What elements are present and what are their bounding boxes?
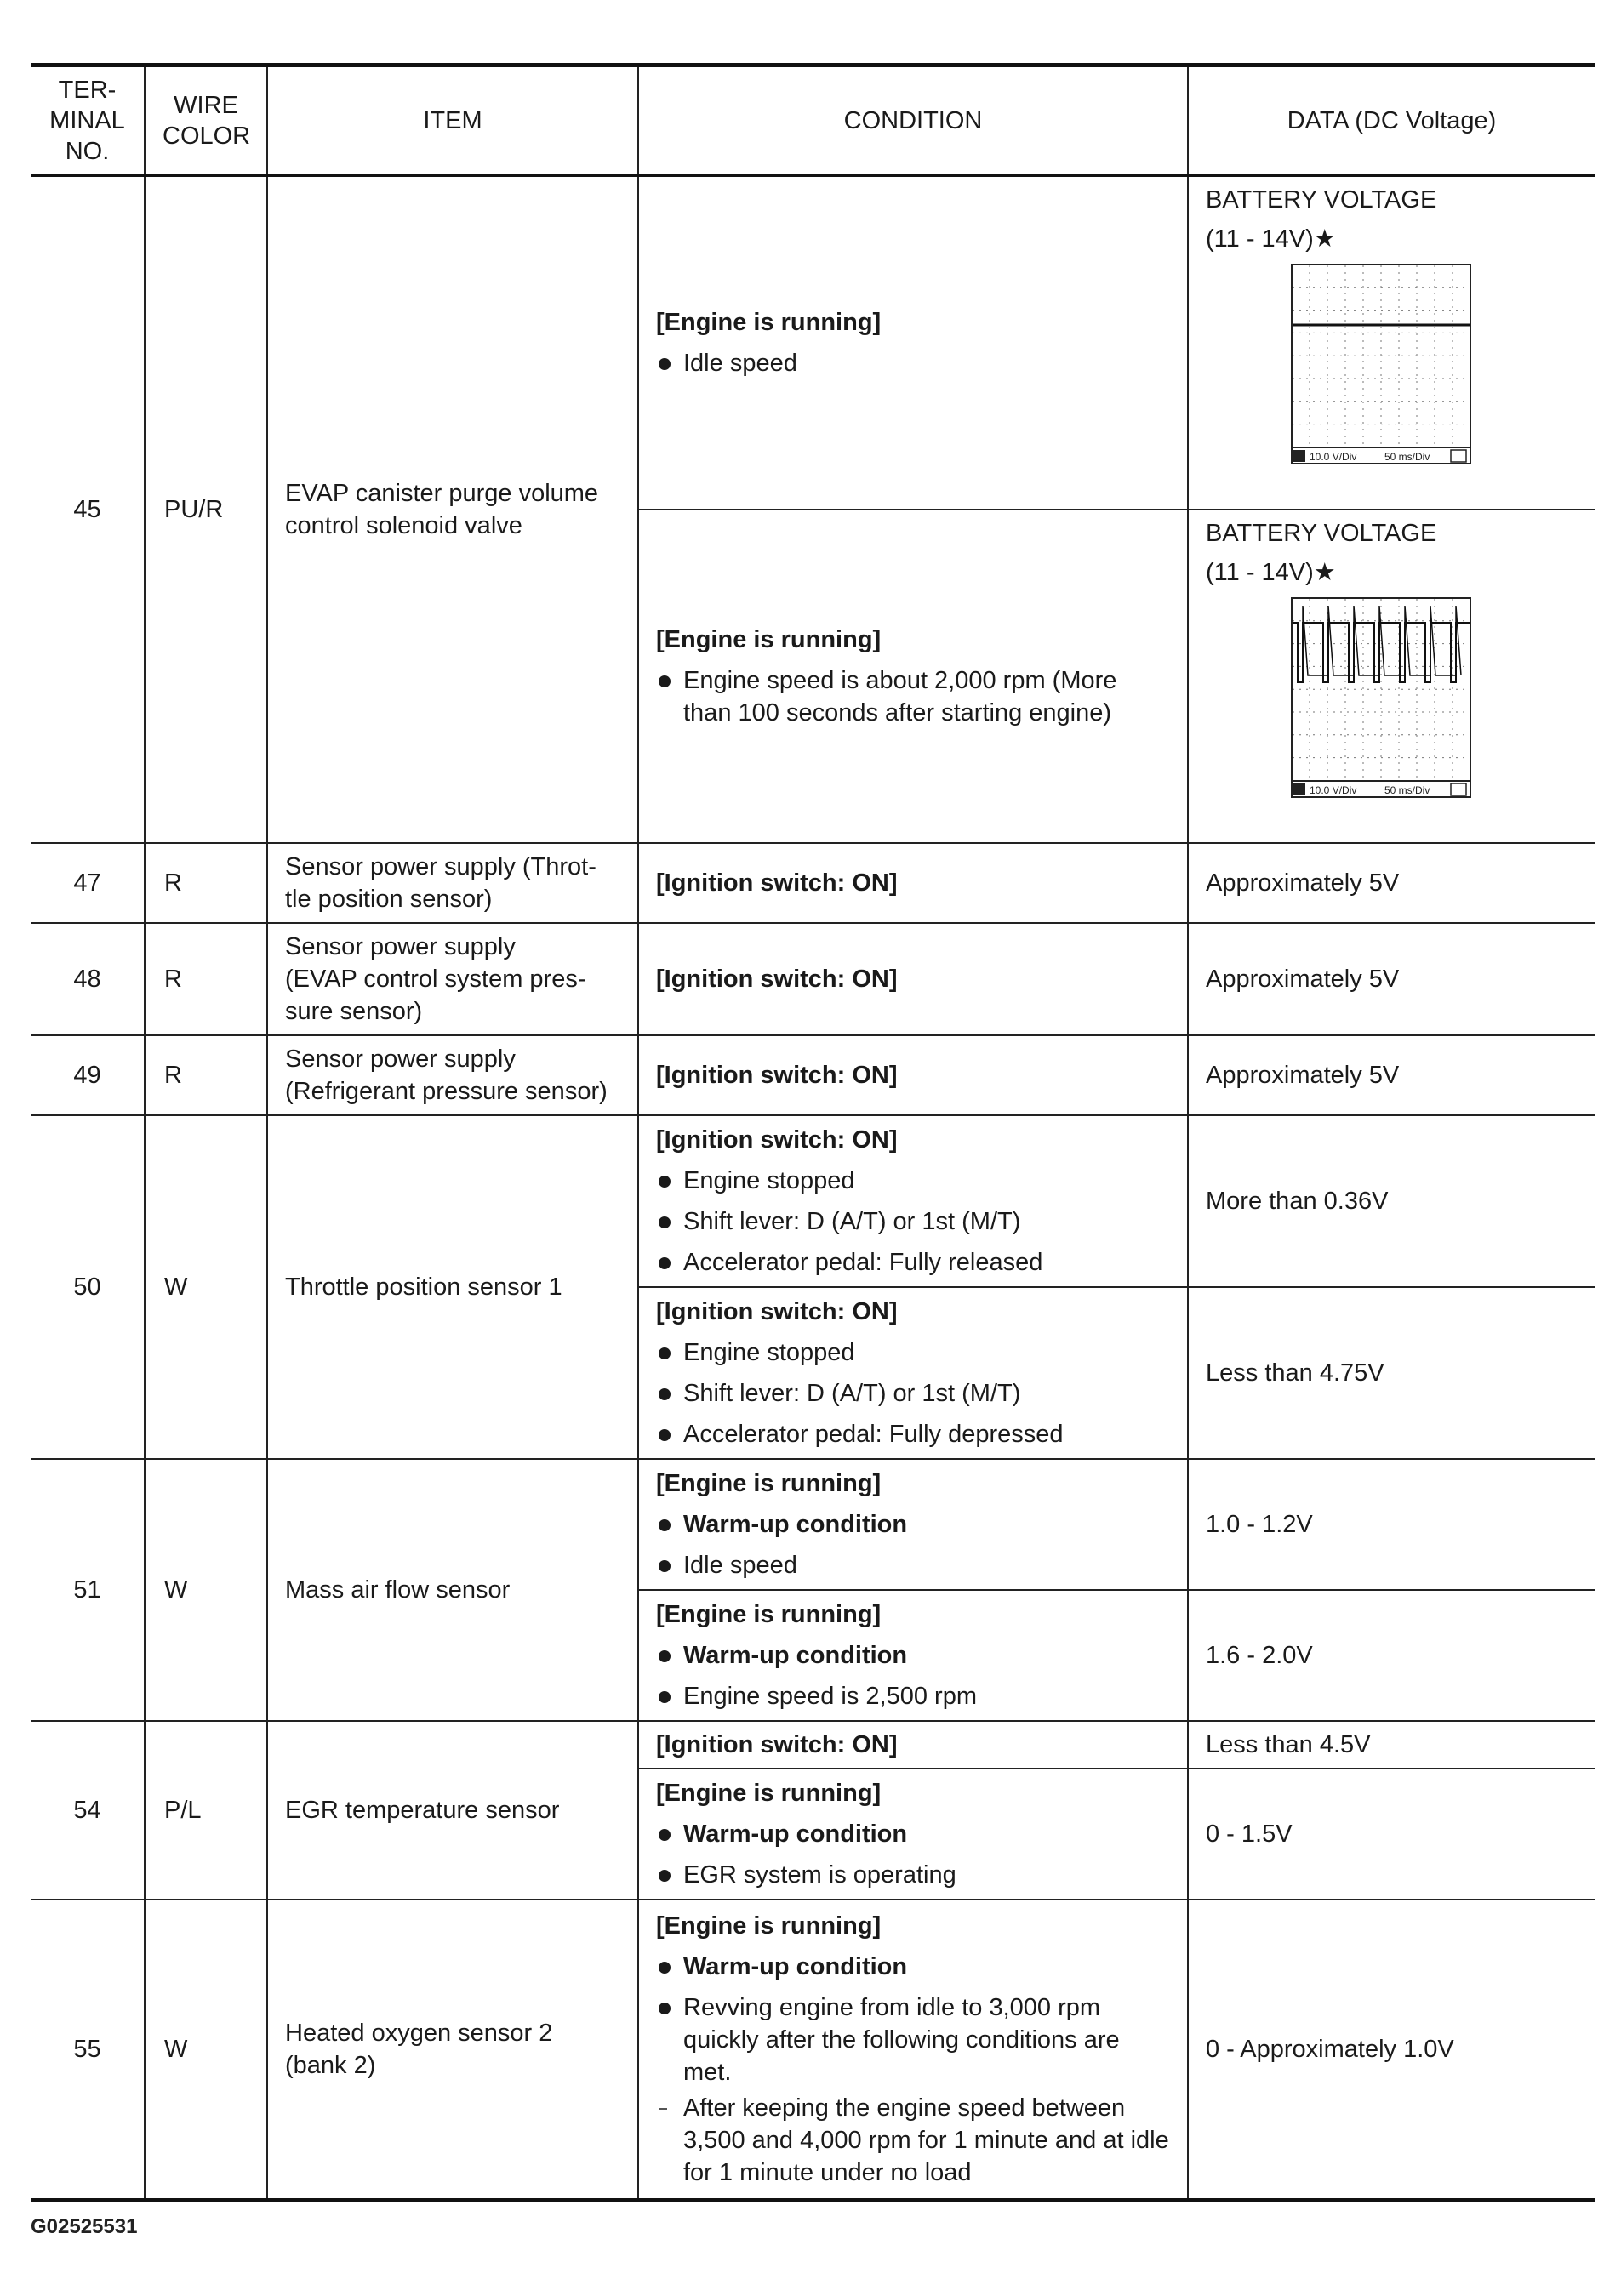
- terminal-number: 54: [31, 1721, 145, 1900]
- wire-color: W: [145, 1115, 267, 1459]
- condition-cell: [638, 1900, 1188, 2201]
- data-cell: [1188, 510, 1595, 843]
- data-value: Less than 4.5V: [1188, 1721, 1595, 1769]
- condition-title: [Engine is running]: [656, 1469, 882, 1497]
- data-value: BATTERY VOLTAGE: [1206, 186, 1437, 214]
- condition-line: Warm-up condition: [656, 1639, 1170, 1672]
- data-cell: [1188, 176, 1595, 510]
- data-value: Approximately 5V: [1188, 1035, 1595, 1115]
- condition-title: [Ignition switch: ON]: [656, 1297, 898, 1325]
- condition-cell: [638, 1769, 1188, 1900]
- table-row: [31, 176, 1595, 510]
- condition-line: Accelerator pedal: Fully released: [656, 1246, 1170, 1279]
- condition-subline: After keeping the engine speed between 3,500 and 4,000 rpm for 1 minute and at idle for 1 minute under no load: [656, 2092, 1170, 2189]
- wire-color: PU/R: [145, 176, 267, 843]
- scope-time-div: 50 ms/Div: [1384, 451, 1430, 463]
- wire-color: W: [145, 1459, 267, 1721]
- condition-title: [Ignition switch: ON]: [656, 869, 898, 897]
- condition-line: Warm-up condition: [656, 1818, 1170, 1850]
- condition-line: Engine stopped: [656, 1336, 1170, 1369]
- condition-title: [Ignition switch: ON]: [656, 1125, 898, 1154]
- condition-title: [Engine is running]: [656, 1911, 882, 1940]
- data-value-range: (11 - 14V)★: [1206, 225, 1336, 253]
- data-value: 0 - 1.5V: [1188, 1769, 1595, 1900]
- condition-line: Warm-up condition: [656, 1508, 1170, 1541]
- header-row: [31, 66, 1595, 176]
- condition-cell: [638, 923, 1188, 1035]
- condition-title: [Ignition switch: ON]: [656, 1061, 898, 1089]
- condition-line: EGR system is operating: [656, 1859, 1170, 1891]
- item-name: Mass air flow sensor: [267, 1459, 638, 1721]
- wire-color: W: [145, 1900, 267, 2201]
- condition-cell: [638, 1459, 1188, 1590]
- item-name: Sensor power supply (EVAP control system pres- sure sensor): [267, 923, 638, 1035]
- scope-time-div: 50 ms/Div: [1384, 783, 1430, 796]
- condition-cell: [638, 1035, 1188, 1115]
- wire-color: R: [145, 1035, 267, 1115]
- condition-line: Idle speed: [656, 347, 1170, 379]
- condition-line: Engine stopped: [656, 1165, 1170, 1197]
- oscilloscope-waveform-2000rpm: [1291, 597, 1471, 798]
- header-terminal: TER- MINAL NO.: [31, 66, 145, 176]
- table-row: [31, 1459, 1595, 1590]
- table-row: [31, 1035, 1595, 1115]
- item-name: Sensor power supply (Throt- tle position sensor): [267, 843, 638, 923]
- condition-title: [Engine is running]: [656, 625, 882, 653]
- wire-color: P/L: [145, 1721, 267, 1900]
- condition-cell: [638, 510, 1188, 843]
- terminal-number: 48: [31, 923, 145, 1035]
- condition-line: Engine speed is 2,500 rpm: [656, 1680, 1170, 1712]
- condition-line: Shift lever: D (A/T) or 1st (M/T): [656, 1377, 1170, 1410]
- condition-title: [Engine is running]: [656, 308, 882, 336]
- item-name: EGR temperature sensor: [267, 1721, 638, 1900]
- terminal-number: 45: [31, 176, 145, 843]
- table-row: [31, 1115, 1595, 1287]
- condition-cell: [638, 1590, 1188, 1721]
- condition-cell: [638, 176, 1188, 510]
- figure-code: G02525531: [31, 2215, 138, 2238]
- header-condition: CONDITION: [638, 66, 1188, 176]
- condition-line: Idle speed: [656, 1549, 1170, 1581]
- item-name: Throttle position sensor 1: [267, 1115, 638, 1459]
- wire-color: R: [145, 843, 267, 923]
- condition-title: [Engine is running]: [656, 1600, 882, 1628]
- condition-cell: [638, 843, 1188, 923]
- terminal-number: 50: [31, 1115, 145, 1459]
- item-name: Heated oxygen sensor 2 (bank 2): [267, 1900, 638, 2201]
- condition-cell: [638, 1287, 1188, 1459]
- data-value: 0 - Approximately 1.0V: [1188, 1900, 1595, 2201]
- table-row: [31, 1721, 1595, 1769]
- condition-title: [Engine is running]: [656, 1779, 882, 1807]
- oscilloscope-waveform-idle: [1291, 264, 1471, 464]
- table-row: [31, 843, 1595, 923]
- header-wire-color: WIRE COLOR: [145, 66, 267, 176]
- scope-volts-div: 10.0 V/Div: [1310, 451, 1357, 463]
- condition-line: Warm-up condition: [656, 1951, 1170, 1983]
- table-row: [31, 1900, 1595, 2201]
- condition-title: [Ignition switch: ON]: [656, 965, 898, 993]
- condition-cell: [638, 1721, 1188, 1769]
- table-row: [31, 923, 1595, 1035]
- condition-line: Shift lever: D (A/T) or 1st (M/T): [656, 1205, 1170, 1238]
- condition-line: Accelerator pedal: Fully depressed: [656, 1418, 1170, 1450]
- terminal-number: 49: [31, 1035, 145, 1115]
- data-value: Approximately 5V: [1188, 923, 1595, 1035]
- terminal-number: 55: [31, 1900, 145, 2201]
- data-value: Less than 4.75V: [1188, 1287, 1595, 1459]
- condition-title: [Ignition switch: ON]: [656, 1730, 898, 1758]
- data-value-range: (11 - 14V)★: [1206, 558, 1336, 586]
- data-value: Approximately 5V: [1188, 843, 1595, 923]
- data-value: BATTERY VOLTAGE: [1206, 519, 1437, 547]
- condition-cell: [638, 1115, 1188, 1287]
- item-name: EVAP canister purge volume control solenoid valve: [267, 176, 638, 843]
- data-value: 1.0 - 1.2V: [1188, 1459, 1595, 1590]
- terminal-data-table: [31, 63, 1595, 2202]
- wire-color: R: [145, 923, 267, 1035]
- condition-line: Revving engine from idle to 3,000 rpm quickly after the following conditions are met.: [656, 1991, 1170, 2088]
- scope-volts-div: 10.0 V/Div: [1310, 783, 1357, 796]
- terminal-number: 47: [31, 843, 145, 923]
- header-data: DATA (DC Voltage): [1188, 66, 1595, 176]
- item-name: Sensor power supply (Refrigerant pressure sensor): [267, 1035, 638, 1115]
- condition-line: Engine speed is about 2,000 rpm (More than 100 seconds after starting engine): [656, 664, 1170, 729]
- data-value: More than 0.36V: [1188, 1115, 1595, 1287]
- terminal-number: 51: [31, 1459, 145, 1721]
- header-item: ITEM: [267, 66, 638, 176]
- data-value: 1.6 - 2.0V: [1188, 1590, 1595, 1721]
